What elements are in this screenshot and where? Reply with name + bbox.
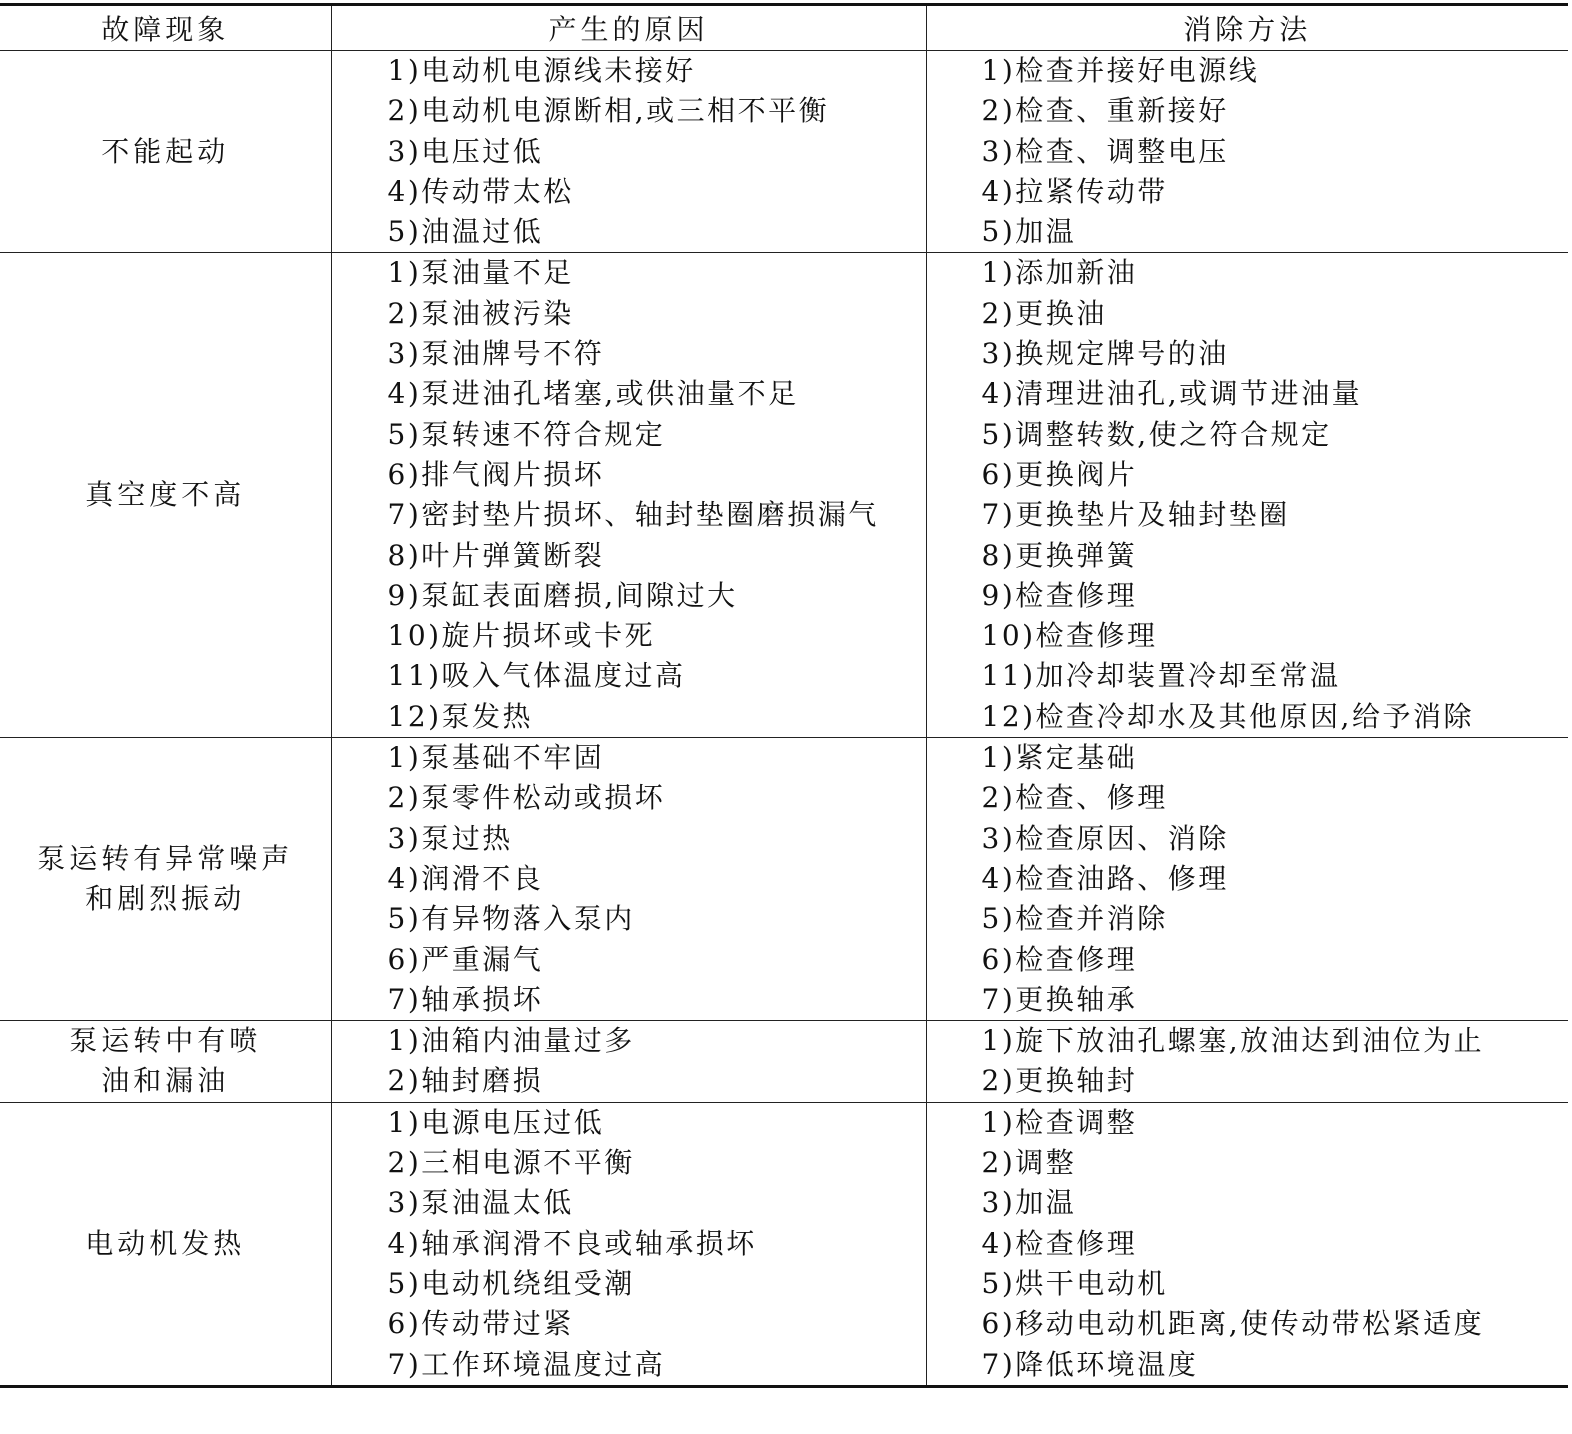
symptom-text: 电动机发热 <box>85 1226 246 1260</box>
cause-item: 3)电压过低 <box>387 134 544 168</box>
method-item: 1)添加新油 <box>981 256 1138 290</box>
method-item: 3)换规定牌号的油 <box>981 337 1229 371</box>
cause-item: 6)排气阀片损坏 <box>387 457 605 491</box>
method-cell <box>926 51 1568 253</box>
cause-item: 4)传动带太松 <box>387 174 574 208</box>
table-row <box>0 1102 1568 1386</box>
cause-cell <box>331 253 926 738</box>
method-item: 9)检查修理 <box>981 578 1138 612</box>
cause-item: 4)轴承润滑不良或轴承损坏 <box>387 1226 757 1260</box>
symptom-cell <box>0 51 331 253</box>
method-item: 5)烘干电动机 <box>981 1266 1168 1300</box>
method-item: 6)更换阀片 <box>981 457 1138 491</box>
method-item: 5)检查并消除 <box>981 902 1168 936</box>
symptom-text: 泵运转有异常噪声 <box>37 842 294 876</box>
cause-item: 2)三相电源不平衡 <box>387 1146 635 1180</box>
method-item: 2)更换轴封 <box>981 1064 1138 1098</box>
symptom-text: 真空度不高 <box>85 478 246 512</box>
cause-item: 8)叶片弹簧断裂 <box>387 538 605 572</box>
method-item: 7)降低环境温度 <box>981 1347 1199 1381</box>
method-item: 2)检查、修理 <box>981 781 1168 815</box>
cause-item: 9)泵缸表面磨损,间隙过大 <box>387 578 738 612</box>
method-item: 2)调整 <box>981 1146 1077 1180</box>
method-item: 1)检查并接好电源线 <box>981 54 1260 87</box>
cause-item: 1)电源电压过低 <box>387 1105 605 1139</box>
cause-item: 1)泵油量不足 <box>387 256 574 290</box>
cause-item: 5)油温过低 <box>387 215 544 249</box>
fault-table <box>0 3 1568 1388</box>
method-item: 11)加冷却装置冷却至常温 <box>981 659 1341 693</box>
cause-item: 3)泵油牌号不符 <box>387 337 605 371</box>
method-item: 5)加温 <box>981 215 1077 249</box>
method-item: 6)检查修理 <box>981 942 1138 976</box>
cause-item: 6)严重漏气 <box>387 942 544 976</box>
method-item: 1)旋下放油孔螺塞,放油达到油位为止 <box>981 1024 1485 1058</box>
cause-cell <box>331 51 926 253</box>
cause-cell <box>331 1021 926 1103</box>
method-item: 4)清理进油孔,或调节进油量 <box>981 377 1363 411</box>
cause-item: 11)吸入气体温度过高 <box>387 659 686 693</box>
cause-item: 1)油箱内油量过多 <box>387 1024 635 1058</box>
cause-item: 7)轴承损坏 <box>387 982 544 1016</box>
method-item: 4)检查油路、修理 <box>981 861 1229 895</box>
cause-item: 5)电动机绕组受潮 <box>387 1266 635 1300</box>
symptom-cell <box>0 253 331 738</box>
cause-item: 10)旋片损坏或卡死 <box>387 619 656 653</box>
method-item: 7)更换轴承 <box>981 982 1138 1016</box>
header-row <box>0 5 1568 51</box>
cause-item: 6)传动带过紧 <box>387 1307 574 1341</box>
method-item: 1)检查调整 <box>981 1105 1138 1139</box>
table-row <box>0 51 1568 253</box>
cause-item: 2)电动机电源断相,或三相不平衡 <box>387 94 830 128</box>
symptom-text: 不能起动 <box>101 134 230 168</box>
symptom-text: 泵运转中有喷 <box>69 1024 262 1058</box>
symptom-text: 油和漏油 <box>101 1064 230 1098</box>
method-item: 4)检查修理 <box>981 1226 1138 1260</box>
method-item: 3)加温 <box>981 1186 1077 1220</box>
method-item: 2)更换油 <box>981 296 1107 330</box>
cause-item: 5)泵转速不符合规定 <box>387 417 666 451</box>
table-row <box>0 1021 1568 1103</box>
table-body <box>0 51 1568 1387</box>
method-item: 6)移动电动机距离,使传动带松紧适度 <box>981 1307 1485 1341</box>
method-cell <box>926 738 1568 1021</box>
method-cell <box>926 1021 1568 1103</box>
symptom-text: 和剧烈振动 <box>85 882 246 916</box>
method-item: 4)拉紧传动带 <box>981 174 1168 208</box>
table-row <box>0 253 1568 738</box>
symptom-cell <box>0 738 331 1021</box>
cause-item: 7)工作环境温度过高 <box>387 1347 666 1381</box>
method-item: 3)检查原因、消除 <box>981 821 1229 855</box>
cause-item: 3)泵油温太低 <box>387 1186 574 1220</box>
header-method: 消除方法 <box>926 5 1568 51</box>
table-row <box>0 738 1568 1021</box>
cause-item: 12)泵发热 <box>387 699 534 733</box>
header-cause: 产生的原因 <box>331 5 926 51</box>
method-cell <box>926 1102 1568 1386</box>
cause-item: 1)泵基础不牢固 <box>387 741 605 775</box>
symptom-cell <box>0 1021 331 1103</box>
cause-item: 4)泵进油孔堵塞,或供油量不足 <box>387 377 799 411</box>
cause-item: 2)泵油被污染 <box>387 296 574 330</box>
method-item: 5)调整转数,使之符合规定 <box>981 417 1332 451</box>
cause-cell <box>331 738 926 1021</box>
cause-item: 7)密封垫片损坏、轴封垫圈磨损漏气 <box>387 498 879 532</box>
cause-item: 1)电动机电源线未接好 <box>387 54 696 87</box>
method-cell <box>926 253 1568 738</box>
cause-item: 5)有异物落入泵内 <box>387 902 635 936</box>
method-item: 8)更换弹簧 <box>981 538 1138 572</box>
header-symptom: 故障现象 <box>0 5 331 51</box>
cause-item: 4)润滑不良 <box>387 861 544 895</box>
cause-item: 2)泵零件松动或损坏 <box>387 781 666 815</box>
cause-cell <box>331 1102 926 1386</box>
method-item: 2)检查、重新接好 <box>981 94 1229 128</box>
method-item: 1)紧定基础 <box>981 741 1138 775</box>
cause-item: 3)泵过热 <box>387 821 513 855</box>
method-item: 3)检查、调整电压 <box>981 134 1229 168</box>
symptom-cell <box>0 1102 331 1386</box>
cause-item: 2)轴封磨损 <box>387 1064 544 1098</box>
method-item: 10)检查修理 <box>981 619 1158 653</box>
method-item: 12)检查冷却水及其他原因,给予消除 <box>981 699 1474 733</box>
method-item: 7)更换垫片及轴封垫圈 <box>981 498 1290 532</box>
